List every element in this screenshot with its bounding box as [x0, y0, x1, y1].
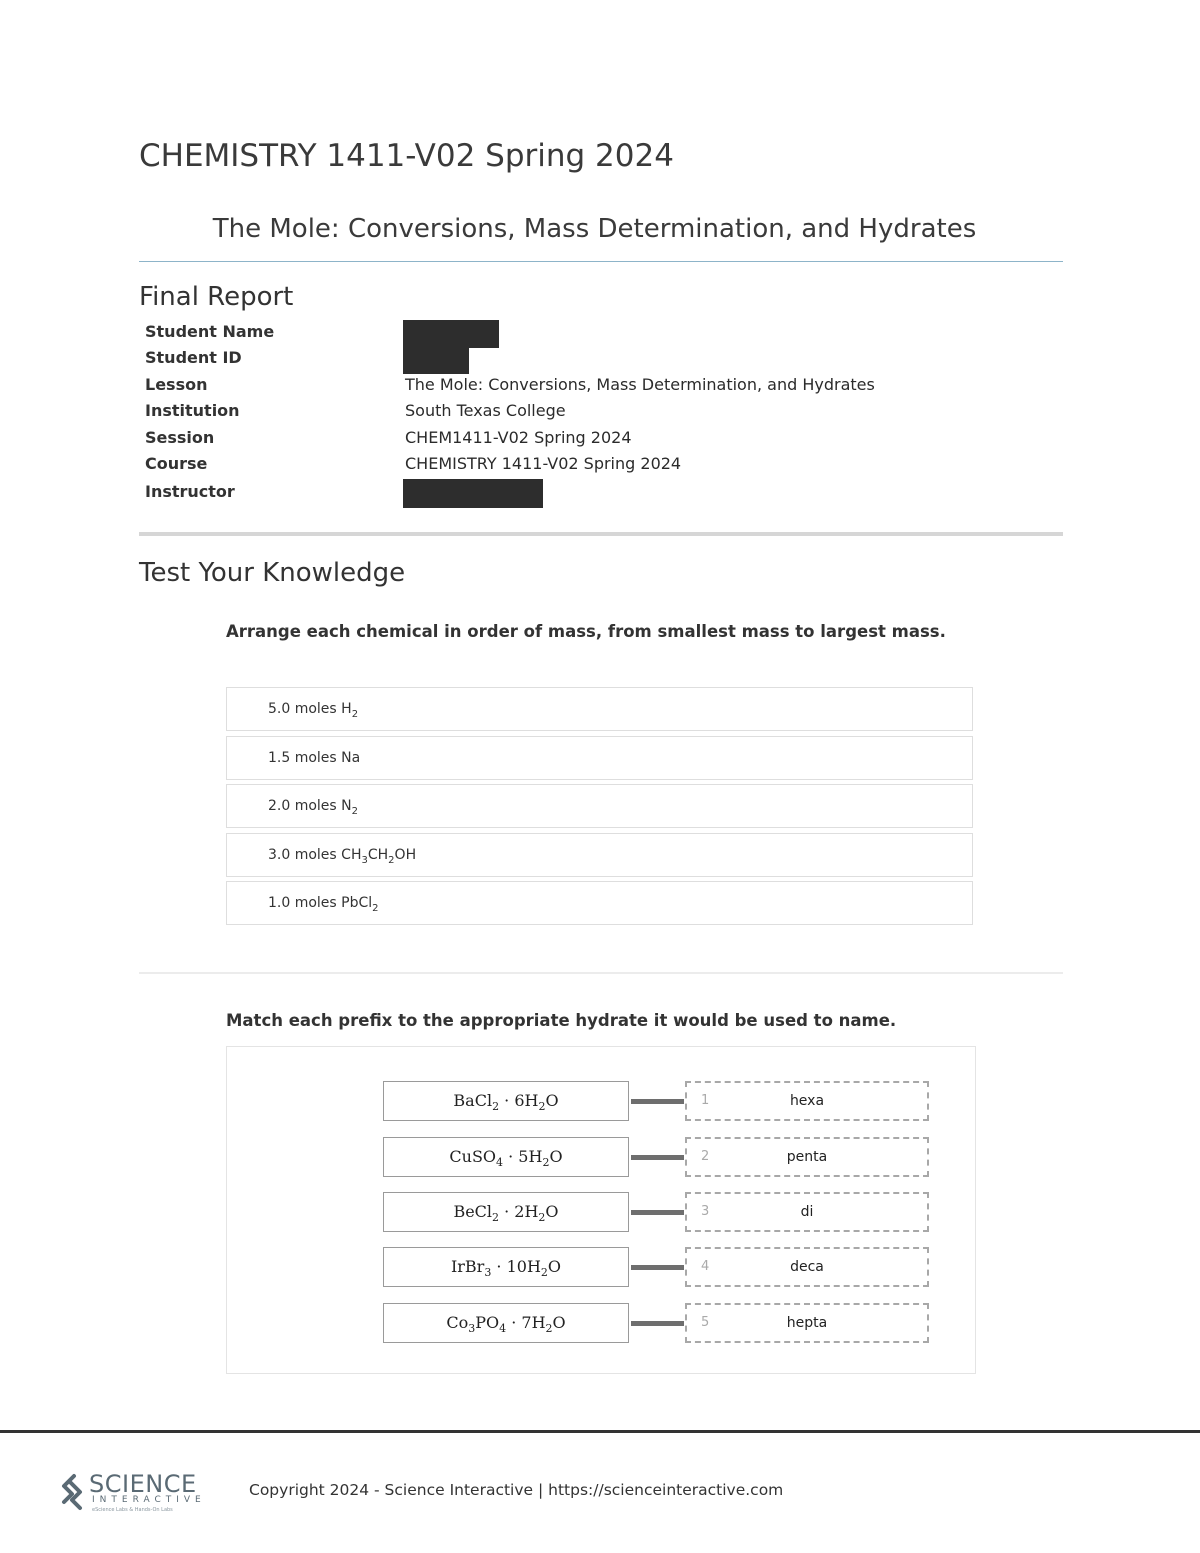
- lesson-label: Lesson: [145, 375, 208, 394]
- student-id-label: Student ID: [145, 348, 242, 367]
- section-divider: [139, 532, 1063, 536]
- prefix-label: penta: [786, 1149, 828, 1165]
- logo-subword: INTERACTIVE: [92, 1495, 206, 1505]
- copyright-text: Copyright 2024 - Science Interactive | https://scienceinteractive.com: [249, 1481, 784, 1499]
- question-divider: [139, 972, 1063, 974]
- match-connector: [631, 1099, 684, 1104]
- prefix-number: 2: [701, 1149, 710, 1164]
- hydrate-item[interactable]: CuSO$_4$ · $5H_2O$: [383, 1137, 629, 1177]
- institution-label: Institution: [145, 401, 240, 420]
- prefix-drop-target[interactable]: [685, 1137, 929, 1177]
- hydrate-item[interactable]: IrBr$_3$ · $10H_2O$: [383, 1247, 629, 1287]
- prefix-drop-target[interactable]: [685, 1303, 929, 1343]
- student-name-label: Student Name: [145, 322, 275, 341]
- institution-value: South Texas College: [405, 401, 566, 420]
- order-item-label: 2.0 moles $N_2$: [268, 798, 359, 817]
- order-item-label: 3.0 moles $CH_3CH_2OH$: [268, 847, 417, 866]
- order-item[interactable]: [226, 833, 973, 877]
- order-item[interactable]: [226, 784, 973, 828]
- instructor-redaction: [403, 479, 543, 508]
- order-item-label: 5.0 moles $H_2$: [268, 701, 359, 720]
- prefix-drop-target[interactable]: [685, 1081, 929, 1121]
- section-title: Test Your Knowledge: [139, 558, 406, 588]
- report-title: Final Report: [139, 282, 294, 312]
- info-row-instructor: [145, 482, 1045, 506]
- match-connector: [631, 1210, 684, 1215]
- info-row-student-id: [145, 348, 1045, 372]
- prefix-label: hepta: [786, 1315, 828, 1331]
- order-item[interactable]: [226, 736, 973, 780]
- prefix-number: 1: [701, 1093, 710, 1108]
- hydrate-item[interactable]: BeCl$_2$ · $2H_2O$: [383, 1192, 629, 1232]
- hydrate-item[interactable]: $Co_3PO_4 \cdot 7H_2O$: [383, 1303, 629, 1343]
- prefix-drop-target[interactable]: [685, 1192, 929, 1232]
- order-item[interactable]: [226, 881, 973, 925]
- title-divider: [139, 261, 1063, 262]
- course-value: CHEMISTRY 1411-V02 Spring 2024: [405, 454, 682, 473]
- info-row-course: [145, 454, 1045, 478]
- logo-mark-icon: [58, 1472, 86, 1512]
- prefix-number: 4: [701, 1259, 710, 1274]
- prefix-number: 3: [701, 1204, 710, 1219]
- lesson-title: The Mole: Conversions, Mass Determination, and Hydrates: [212, 214, 977, 244]
- info-row-lesson: [145, 375, 1045, 399]
- order-item[interactable]: [226, 687, 973, 731]
- question-1-prompt: Arrange each chemical in order of mass, from smallest mass to largest mass.: [226, 622, 946, 641]
- match-connector: [631, 1265, 684, 1270]
- prefix-drop-target[interactable]: [685, 1247, 929, 1287]
- info-row-session: [145, 428, 1045, 452]
- science-interactive-logo: [58, 1470, 208, 1516]
- prefix-label: hexa: [789, 1093, 825, 1109]
- order-item-label: 1.0 moles PbCl$_2$: [268, 895, 379, 914]
- footer-divider: [0, 1430, 1200, 1433]
- session-value: CHEM1411-V02 Spring 2024: [405, 428, 632, 447]
- logo-word: SCIENCE: [89, 1470, 197, 1498]
- order-item-label: 1.5 moles Na: [268, 750, 361, 766]
- instructor-label: Instructor: [145, 482, 235, 501]
- student-name-redaction: [403, 320, 499, 348]
- session-label: Session: [145, 428, 215, 447]
- match-connector: [631, 1155, 684, 1160]
- student-id-redaction: [403, 346, 469, 374]
- prefix-label: di: [800, 1204, 814, 1220]
- lesson-value: The Mole: Conversions, Mass Determination, and Hydrates: [405, 375, 875, 394]
- logo-tagline: eScience Labs & Hands-On Labs: [92, 1507, 173, 1513]
- info-row-institution: [145, 401, 1045, 425]
- prefix-number: 5: [701, 1315, 710, 1330]
- prefix-label: deca: [790, 1259, 824, 1275]
- info-row-student-name: [145, 322, 1045, 346]
- match-connector: [631, 1321, 684, 1326]
- course-title: CHEMISTRY 1411-V02 Spring 2024: [139, 138, 674, 174]
- course-label: Course: [145, 454, 208, 473]
- question-2-prompt: Match each prefix to the appropriate hydrate it would be used to name.: [226, 1011, 897, 1030]
- hydrate-item[interactable]: BaCl$_2$ · $6H_2O$: [383, 1081, 629, 1121]
